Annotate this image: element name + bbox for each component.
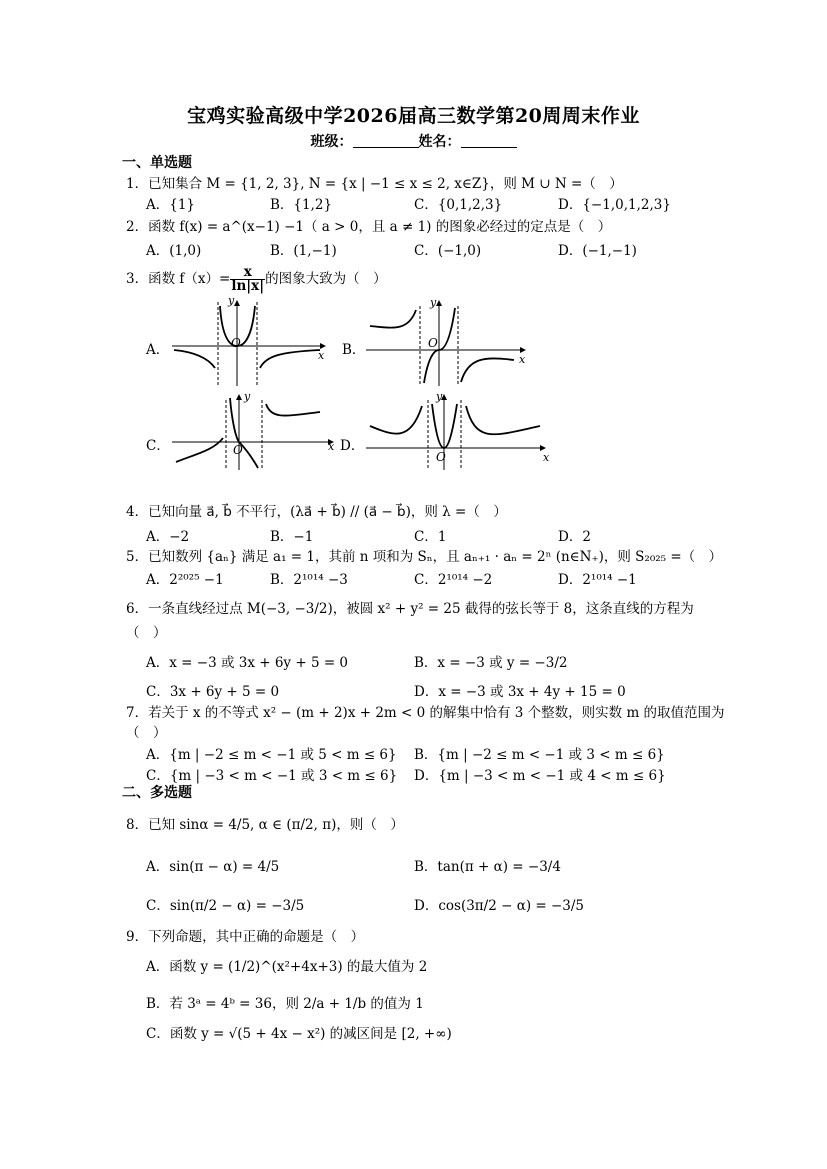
- student-info-line: [0, 131, 827, 151]
- graph-d[interactable]: [364, 392, 550, 472]
- graph-c-curve-middle: [230, 398, 258, 468]
- question-3-stem-pre: 3．函数 f（x）=: [126, 271, 231, 287]
- question-7-stem: 7．若关于 x 的不等式 x² − (m + 2)x + 2m < 0 的解集中恰有 3 个整数，则实数 m 的取值范围为: [126, 705, 725, 721]
- graph-d-curve-right: [466, 406, 540, 434]
- question-3-option-d[interactable]: D．: [340, 438, 365, 454]
- question-2-option-b[interactable]: B．(1,−1): [270, 243, 337, 259]
- graph-a-curve-right: [260, 350, 320, 368]
- question-6-option-b[interactable]: B．x = −3 或 y = −3/2: [414, 655, 568, 671]
- section-single-choice: 一、单选题: [122, 155, 192, 171]
- graph-a-origin: O: [231, 336, 241, 350]
- page-title: 宝鸡实验高级中学2026届高三数学第20周周末作业: [187, 105, 640, 127]
- question-6-option-c[interactable]: C．3x + 6y + 5 = 0: [146, 684, 280, 700]
- question-4-option-d[interactable]: D．2: [558, 529, 591, 545]
- question-7-option-b[interactable]: B．{m | −2 ≤ m < −1 或 3 < m ≤ 6}: [414, 747, 665, 763]
- question-9-option-b[interactable]: B．若 3ᵃ = 4ᵇ = 36，则 2/a + 1/b 的值为 1: [146, 996, 424, 1012]
- question-3-stem: [126, 266, 387, 293]
- graph-b-y-label: y: [430, 296, 437, 309]
- question-8-stem: 8．已知 sinα = 4/5, α ∈ (π/2, π)，则（ ）: [126, 817, 404, 833]
- class-label: 班级：: [310, 134, 353, 150]
- question-7-option-a[interactable]: A．{m | −2 ≤ m < −1 或 5 < m ≤ 6}: [146, 747, 397, 763]
- question-6-stem-line2: （ ）: [126, 625, 167, 641]
- question-5-stem: 5．已知数列 {aₙ} 满足 a₁ = 1，其前 n 项和为 Sₙ，且 aₙ₊₁ · aₙ = 2ⁿ (n∈N₊)，则 S₂₀₂₅ =（ ）: [126, 549, 723, 565]
- question-2-stem: 2．函数 f(x) = a^(x−1) −1（ a > 0，且 a ≠ 1) 的图象必经过的定点是（ ）: [126, 219, 612, 235]
- question-2-option-c[interactable]: C．(−1,0): [414, 243, 482, 259]
- question-3-denominator: ln|x|: [231, 278, 265, 294]
- graph-b-origin: O: [428, 336, 438, 350]
- graph-c-origin: O: [233, 443, 243, 457]
- question-7-stem-line2: （ ）: [126, 725, 167, 741]
- question-3-fraction: [230, 266, 265, 293]
- question-4-option-a[interactable]: A．−2: [146, 529, 190, 545]
- graph-c-x-label: x: [328, 440, 335, 453]
- question-3-option-a[interactable]: A．: [146, 342, 170, 358]
- question-2-option-d[interactable]: D．(−1,−1): [558, 243, 637, 259]
- graph-c-curve-right: [266, 404, 320, 416]
- graph-b-curve-left: [370, 310, 416, 328]
- graph-c-y-label: y: [244, 390, 251, 403]
- question-4-stem: 4．已知向量 a⃗, b⃗ 不平行，(λa⃗ + b⃗) // (a⃗ − b⃗)，则 λ =（ ）: [126, 504, 507, 520]
- graph-d-y-label: y: [436, 390, 443, 403]
- question-5-option-a[interactable]: A．2²⁰²⁵ −1: [146, 572, 224, 588]
- graph-d-x-label: x: [543, 451, 550, 464]
- question-8-option-d[interactable]: D．cos(3π/2 − α) = −3/5: [414, 898, 585, 914]
- question-9-option-a[interactable]: A．函数 y = (1/2)^(x²+4x+3) 的最大值为 2: [146, 959, 428, 975]
- question-6-stem: 6．一条直线经过点 M(−3, −3/2)，被圆 x² + y² = 25 截得的弦长等于 8，这条直线的方程为: [126, 601, 694, 617]
- question-3-option-b[interactable]: B．: [342, 342, 366, 358]
- question-1-option-c[interactable]: C．{0,1,2,3}: [414, 197, 503, 213]
- question-9-option-c[interactable]: C．函数 y = √(5 + 4x − x²) 的减区间是 [2, +∞): [146, 1026, 452, 1042]
- section-multiple-choice: 二、多选题: [122, 785, 192, 801]
- question-5-option-b[interactable]: B．2¹⁰¹⁴ −3: [270, 572, 348, 588]
- question-6-option-d[interactable]: D．x = −3 或 3x + 4y + 15 = 0: [414, 684, 626, 700]
- class-blank[interactable]: [353, 133, 419, 148]
- graph-c-y-arrow: [236, 394, 242, 400]
- graph-a-y-arrow: [234, 300, 240, 306]
- question-5-option-c[interactable]: C．2¹⁰¹⁴ −2: [414, 572, 493, 588]
- question-3-stem-post: 的图象大致为（ ）: [265, 271, 387, 287]
- graph-c[interactable]: [170, 392, 338, 472]
- question-3-option-c[interactable]: C．: [146, 438, 170, 454]
- question-4-option-c[interactable]: C．1: [414, 529, 447, 545]
- question-1-stem: 1．已知集合 M = {1, 2, 3}, N = {x | −1 ≤ x ≤ 2, x∈Z}，则 M ∪ N =（ ）: [126, 176, 623, 192]
- question-1-option-d[interactable]: D．{−1,0,1,2,3}: [558, 197, 671, 213]
- graph-a[interactable]: [170, 298, 330, 388]
- graph-a-x-label: x: [318, 349, 325, 362]
- graph-d-origin: O: [436, 450, 446, 464]
- question-3-numerator: x: [230, 266, 265, 280]
- question-1-option-a[interactable]: A．{1}: [146, 197, 196, 213]
- question-4-option-b[interactable]: B．−1: [270, 529, 314, 545]
- question-6-option-a[interactable]: A．x = −3 或 3x + 6y + 5 = 0: [146, 655, 349, 671]
- question-1-option-b[interactable]: B．{1,2}: [270, 197, 333, 213]
- graph-b[interactable]: [364, 298, 530, 388]
- name-blank[interactable]: [461, 133, 517, 148]
- question-5-option-d[interactable]: D．2¹⁰¹⁴ −1: [558, 572, 637, 588]
- question-8-option-a[interactable]: A．sin(π − α) = 4/5: [146, 859, 280, 875]
- question-7-option-c[interactable]: C．{m | −3 < m < −1 或 3 < m ≤ 6}: [146, 768, 398, 784]
- question-9-stem: 9．下列命题，其中正确的命题是（ ）: [126, 929, 365, 945]
- question-2-option-a[interactable]: A．(1,0): [146, 243, 202, 259]
- graph-b-curve-right: [461, 358, 514, 382]
- graph-d-curve-left: [370, 406, 422, 434]
- question-8-option-b[interactable]: B．tan(π + α) = −3/4: [414, 859, 561, 875]
- graph-b-y-arrow: [436, 300, 442, 306]
- question-7-option-d[interactable]: D．{m | −3 < m < −1 或 4 < m ≤ 6}: [414, 768, 666, 784]
- graph-b-x-label: x: [519, 353, 526, 366]
- graph-a-y-label: y: [228, 294, 235, 307]
- question-8-option-c[interactable]: C．sin(π/2 − α) = −3/5: [146, 898, 305, 914]
- name-label: 姓名：: [418, 134, 461, 150]
- graph-a-curve-left: [174, 350, 215, 368]
